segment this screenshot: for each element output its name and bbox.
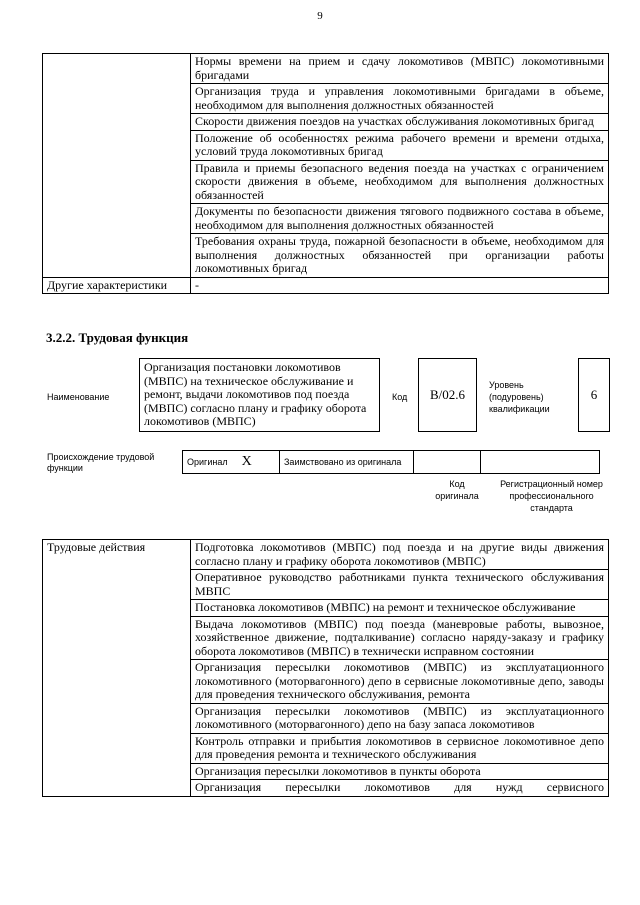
code-label: Код (392, 392, 408, 402)
requirement-item: Положение об особенностях режима рабочего времени и времени отдыха, условий труда локомотивных бригад (191, 130, 609, 160)
code-original-caption: Код оригинала (435, 479, 479, 501)
action-item: Организация пересылки локомотивов (МВПС) из эксплуатационного локомотивного (моторвагонного) депо на базу запаса локомотивов (191, 703, 609, 733)
function-name-box: Организация постановки локомотивов (МВПС) на техническое обслуживание и ремонт, выдачи локомотивов под поезда (МВПС) согласно плану и графику оборота локомотивов (МВПС) (139, 358, 380, 432)
requirement-item: Организация труда и управления локомотивными бригадами в объеме, необходимом для выполнения должностных обязанностей (191, 84, 609, 114)
section-heading: 3.2.2. Трудовая функция (46, 330, 189, 345)
action-item: Выдача локомотивов (МВПС) под поезда (маневровые работы, вывозное, хозяйственное движение, подталкивание) согласно наряду-заказу и графику оборота локомотивов (МВПС) в технически исправном состоянии (191, 616, 609, 660)
code-original-cell (414, 451, 481, 474)
other-characteristics-label: Другие характеристики (43, 277, 191, 294)
action-item: Оперативное руководство работниками пункта технического обслуживания МВПС (191, 570, 609, 600)
empty-label-cell (43, 54, 191, 278)
original-mark: X (241, 454, 252, 469)
action-item: Организация пересылки локомотивов в пункты оборота (191, 763, 609, 780)
requirements-table (42, 53, 609, 294)
original-cell (183, 451, 280, 474)
table-row (43, 540, 609, 570)
original-label: Оригинал (187, 457, 228, 467)
requirement-item: Нормы времени на прием и сдачу локомотивов (МВПС) локомотивными бригадами (191, 54, 609, 84)
actions-label: Трудовые действия (43, 540, 191, 797)
reg-number-cell (481, 451, 600, 474)
action-item: Подготовка локомотивов (МВПС) под поезда и на другие виды движения согласно плану и графику оборота локомотивов (МВПС) (191, 540, 609, 570)
reg-number-caption: Регистрационный номер профессионального стандарта (500, 479, 603, 513)
requirement-item: Требования охраны труда, пожарной безопасности в объеме, необходимом для выполнения должностных обязанностей при организации работы локомотивных бригад (191, 234, 609, 278)
page-number: 9 (317, 10, 323, 22)
table-row (43, 54, 609, 84)
action-item: Организация пересылки локомотивов (МВПС) из эксплуатационного локомотивного (моторвагонного) депо в сервисные локомотивные депо, заводы для проведения технического обслуживания, ремонта (191, 660, 609, 704)
level-value-box: 6 (578, 358, 610, 432)
borrowed-label: Заимствовано из оригинала (280, 451, 414, 474)
action-item: Организация пересылки локомотивов для нужд сервисного (191, 780, 609, 797)
action-item: Контроль отправки и прибытия локомотивов в сервисное локомотивное депо для проведения ремонта и технического обслуживания (191, 733, 609, 763)
other-characteristics-value: - (191, 277, 609, 294)
requirement-item: Скорости движения поездов на участках обслуживания локомотивных бригад (191, 114, 609, 131)
origin-label: Происхождение трудовой функции (47, 452, 155, 473)
requirement-item: Правила и приемы безопасного ведения поезда на участках с ограничением скорости движения в объеме, необходимом для выполнения должностных обязанностей (191, 160, 609, 204)
table-row (43, 277, 609, 294)
origin-table (182, 450, 600, 474)
action-item: Постановка локомотивов (МВПС) на ремонт и техническое обслуживание (191, 600, 609, 617)
requirement-item: Документы по безопасности движения тягового подвижного состава в объеме, необходимом для выполнения должностных обязанностей (191, 204, 609, 234)
table-row (183, 451, 600, 474)
actions-table (42, 539, 609, 797)
level-label: Уровень (подуровень) квалификации (489, 380, 550, 414)
function-code-box: B/02.6 (418, 358, 477, 432)
name-label: Наименование (47, 392, 110, 402)
